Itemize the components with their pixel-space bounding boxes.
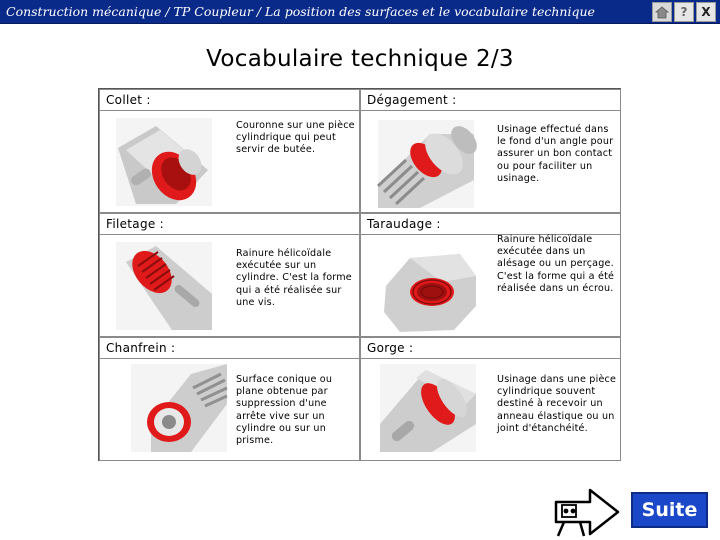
collet-image <box>116 118 212 206</box>
cell-chanfrein <box>99 337 360 461</box>
close-icon: X <box>701 5 711 19</box>
help-icon: ? <box>680 5 688 19</box>
taraudage-image <box>369 246 487 334</box>
page-title: Vocabulaire technique 2/3 <box>206 46 514 72</box>
cell-title: Dégagement : <box>361 90 620 111</box>
cell-title: Gorge : <box>361 338 620 359</box>
home-button[interactable] <box>652 2 672 22</box>
mascot-arrow-icon[interactable] <box>552 486 624 540</box>
cell-description: Rainure hélicoïdale exécutée sur un cylindre. C'est la forme qui a été réalisée sur une vis. <box>236 248 352 308</box>
cell-description: Surface conique ou plane obtenue par suppression d'une arrête vive sur un cylindre ou sur un prisme. <box>236 374 333 447</box>
vocabulary-grid <box>98 88 621 461</box>
cell-title: Chanfrein : <box>100 338 359 359</box>
window-controls <box>652 2 716 22</box>
cell-title: Filetage : <box>100 214 359 235</box>
cell-filetage <box>99 213 360 337</box>
breadcrumb: Construction mécanique / TP Coupleur / La position des surfaces et le vocabulaire technique <box>6 4 595 19</box>
top-bar <box>0 0 720 24</box>
cell-title: Taraudage : <box>361 214 620 235</box>
home-icon <box>655 6 669 19</box>
gorge-image <box>369 364 487 452</box>
cell-description: Rainure hélicoïdale exécutée dans un alésage ou un perçage. C'est la forme qui a été réalisée dans un écrou. <box>497 234 615 294</box>
chanfrein-image <box>124 364 234 452</box>
degagement-image <box>371 120 481 208</box>
cell-degagement <box>360 89 621 213</box>
cell-description: Couronne sur une pièce cylindrique qui peut servir de butée. <box>236 120 355 156</box>
cell-description: Usinage dans une pièce cylindrique souvent destiné à recevoir un anneau élastique ou un joint d'étanchéité. <box>497 374 617 434</box>
cell-gorge <box>360 337 621 461</box>
filetage-image <box>116 242 212 330</box>
help-button[interactable] <box>674 2 694 22</box>
next-button[interactable]: Suite <box>631 492 708 528</box>
cell-title: Collet : <box>100 90 359 111</box>
cell-taraudage <box>360 213 621 337</box>
close-button[interactable] <box>696 2 716 22</box>
cell-collet <box>99 89 360 213</box>
cell-description: Usinage effectué dans le fond d'un angle pour assurer un bon contact ou pour faciliter un usinage. <box>497 124 614 184</box>
